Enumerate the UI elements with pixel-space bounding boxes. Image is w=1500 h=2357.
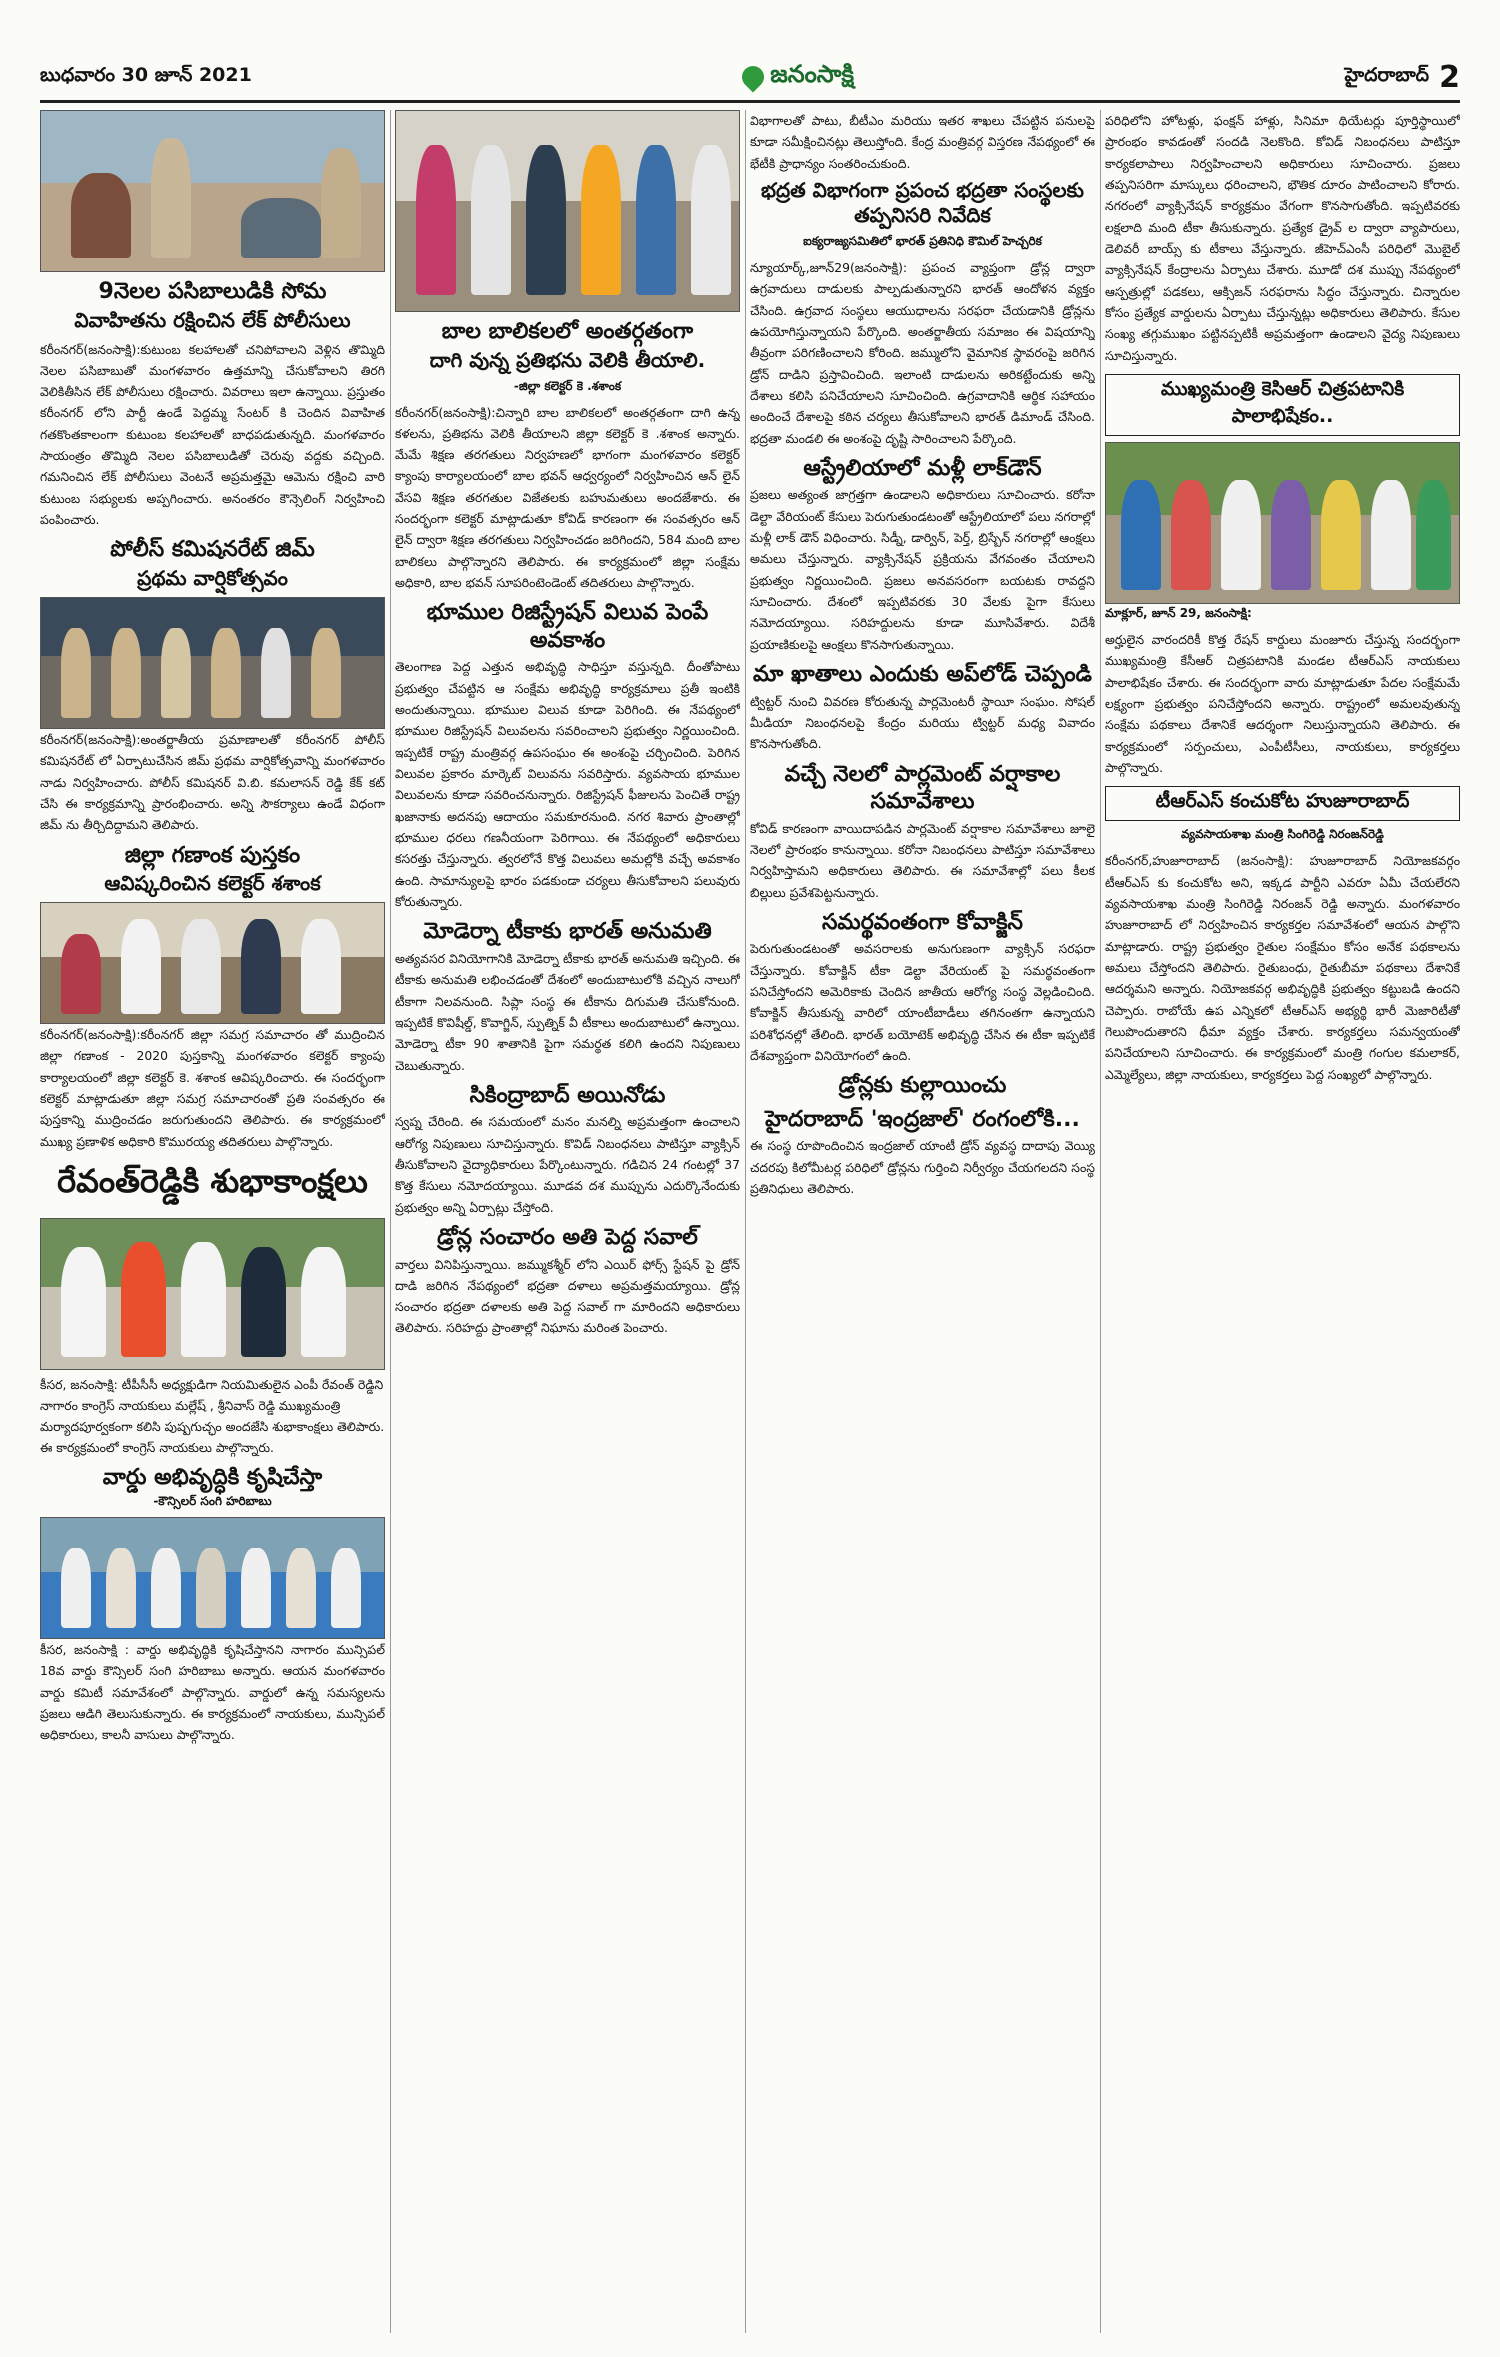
headline: బాల బాలికలలో అంతర్గతంగా	[441, 319, 694, 344]
article-body: అత్యవసర వినియోగానికి మోడెర్నా టీకాకు భారత్ అనుమతి ఇచ్చింది. ఈ టీకాకు అనుమతి లభించడంతో దేశంలో అందుబాటులోకి వచ్చిన నాలుగో టీకాగా నిలవనుంది. సిప్లా సంస్థ ఈ టీకాను దిగుమతి చేసుకోనుంది. ఇప్పటికే కొవిషీల్డ్, కొవాగ్జిన్, స్పుత్నిక్ వీ టీకాలు అందుబాటులో ఉన్నాయి. మోడెర్నా టీకా 90 శాతానికి పైగా సమర్థత కలిగి ఉందని నిపుణులు చెబుతున్నారు.	[395, 950, 740, 1073]
news-photo-greetings	[40, 1218, 385, 1370]
article-body: అర్హులైన వారందరికీ కొత్త రేషన్ కార్డులు మంజూరు చేస్తున్న సందర్భంగా ముఖ్యమంత్రి కేసీఆర్ చిత్రపటానికి మండల టీఆర్ఎస్ నాయకులు పాలాభిషేకం చేశారు. ఈ సందర్భంగా వారు మాట్లాడుతూ పేదల సంక్షేమమే లక్ష్యంగా ప్రభుత్వం పనిచేస్తోందని అన్నారు. రాష్ట్రంలో అమలవుతున్న సంక్షేమ పథకాలు దేశానికే ఆదర్శంగా నిలుస్తున్నాయని తెలిపారు. ఈ కార్యక్రమంలో సర్పంచులు, ఎంపీటీసీలు, నాయకులు, కార్యకర్తలు పాల్గొన్నారు.	[1105, 631, 1460, 775]
issue-date: బుధవారం 30 జూన్ 2021	[40, 63, 252, 86]
article-body: కరీంనగర్(జనంసాక్షి):కరీంనగర్ జిల్లా సమగ్ర సమాచారం తో ముద్రించిన జిల్లా గణాంక - 2020 పుస్తకాన్ని మంగళవారం కలెక్టర్ క్యాంపు కార్యాలయంలో జిల్లా కలెక్టర్ కె. శశాంక ఆవిష్కరించారు. ఈ సందర్భంగా కలెక్టర్ మాట్లాడుతూ జిల్లా సమగ్ర సమాచారంతో ప్రతి సంవత్సరం ఈ పుస్తకాన్ని ముద్రించడం జరుగుతుందని తెలిపారు. ఈ కార్యక్రమంలో ముఖ్య ప్రణాళిక అధికారి కొమురయ్య తదితరులు పాల్గొన్నారు.	[40, 1027, 385, 1149]
page-number: 2	[1439, 59, 1460, 95]
column-rule	[745, 110, 746, 2333]
headline: హైదరాబాద్ 'ఇంద్రజాల్‌' రంగంలోకి...	[765, 1106, 1080, 1132]
headline: ముఖ్యమంత్రి కెసిఆర్ చిత్రపటానికి పాలాభిషేకం..	[1105, 374, 1460, 436]
headline: మోడెర్నా టీకాకు భారత్ అనుమతి	[423, 919, 712, 945]
news-photo-palabhishekam	[1105, 442, 1460, 604]
photo-caption: కీసర, జనంసాక్షి: టీపీసీసీ అధ్యక్షుడిగా నియమితులైన ఎంపీ రేవంత్ రెడ్డిని నాగారం కాంగ్రెస్ నాయకులు మల్లేష్ , శ్రీనివాస్ రెడ్డి ముఖ్యమంత్రి మర్యాదపూర్వకంగా కలిసి పుష్పగుచ్ఛం అందజేసి శుభాకాంక్షలు తెలిపారు. ఈ కార్యక్రమంలో కాంగ్రెస్ నాయకులు పాల్గొన్నారు.	[40, 1377, 385, 1456]
article-body: కీసర, జనంసాక్షి : వార్డు అభివృద్ధికి కృషిచేస్తానని నాగారం మున్సిపల్ 18వ వార్డు కౌన్సిలర్ సంగి హరిబాబు అన్నారు. ఆయన మంగళవారం వార్డు కమిటీ సమావేశంలో పాల్గొన్నారు. వార్డులో ఉన్న సమస్యలను ప్రజలు ఆడిగి తెలుసుకున్నారు. ఈ కార్యక్రమంలో నాయకులు, మున్సిపల్ అధికారులు, కాలనీ వాసులు పాల్గొన్నారు.	[40, 1641, 385, 1743]
logo-text: జనంసాక్షి	[770, 60, 855, 88]
headline: టీఆర్‌ఎస్‌ కంచుకోట హుజూరాబాద్	[1105, 786, 1460, 821]
byline: -జిల్లా కలెక్టర్ కె .శశాంక	[513, 378, 622, 393]
column-4	[1105, 110, 1460, 2337]
headline: సికింద్రాబాద్ అయినోడు	[469, 1082, 666, 1108]
byline: ఐక్యరాజ్యసమితిలో భారత్ ప్రతినిధి కౌమిల్ హెచ్చరిక	[803, 233, 1042, 248]
subheadline: వివాహితను రక్షించిన లేక్ పోలీసులు	[74, 307, 351, 332]
article-body: న్యూయార్క్,జూన్29(జనంసాక్షి): ప్రపంచ వ్యాప్తంగా డ్రోన్ల ద్వారా ఉగ్రవాదులు దాడులకు పాల్పడుతున్నారని భారత్ ఆందోళన వ్యక్తం చేసింది. ఉగ్రవాద సంస్థలు ఆయుధాలను సరఫరా చేయడానికి డ్రోన్లను ఉపయోగిస్తున్నాయని పేర్కొంది. అంతర్జాతీయ సమాజం ఈ విషయాన్ని తీవ్రంగా పరిగణించాలని కోరింది. జమ్ములోని వైమానిక స్థావరంపై జరిగిన డ్రోన్ దాడిని ప్రస్తావించింది. ఇలాంటి దాడులను అరికట్టేందుకు అన్ని దేశాలు కలిసి పనిచేయాలని సూచించింది. ఉగ్రవాదానికి ఆర్థిక సహాయం అందించే దేశాలపై కఠిన చర్యలు తీసుకోవాలని భారత్ డిమాండ్ చేసింది. భద్రతా మండలి ఈ అంశంపై దృష్టి సారించాలని పేర్కొంది.	[750, 259, 1095, 446]
article-body: వార్తలు వినిపిస్తున్నాయి. జమ్ముకశ్మీర్ లోని ఎయిర్ ఫోర్స్ స్టేషన్ పై డ్రోన్ దాడి జరిగిన నేపథ్యంలో భద్రతా దళాలు అప్రమత్తమయ్యాయి. డ్రోన్ల సంచారం భద్రతా దళాలకు అతి పెద్ద సవాల్ గా మారిందని అధికారులు తెలిపారు. సరిహద్దు ప్రాంతాల్లో నిఘాను మరింత పెంచారు.	[395, 1256, 740, 1336]
headline: వార్డు అభివృద్ధికి కృషిచేస్తా	[102, 1465, 323, 1491]
headline: డ్రోన్ల సంచారం అతి పెద్ద సవాల్	[437, 1225, 698, 1250]
article-body: విభాగాలతో పాటు, బీటీఎం మరియు ఇతర శాఖలు చేపట్టిన పనులపై కూడా సమీక్షించినట్లు తెలుస్తోంది. కేంద్ర మంత్రివర్గ విస్తరణ నేపథ్యంలో ఈ భేటీకి ప్రాధాన్యం సంతరించుకుంది.	[750, 113, 1095, 171]
news-photo-gym	[40, 597, 385, 729]
greetings-ad-title: రేవంత్‌రెడ్డికి శుభాకాంక్షలు	[57, 1162, 368, 1201]
headline: ఆస్ట్రేలియాలో మళ్లీ లాక్‌డౌన్	[803, 455, 1042, 481]
column-1	[40, 110, 385, 2337]
edition-city: హైదరాబాద్	[1344, 63, 1430, 86]
leaf-logo-icon	[738, 61, 769, 92]
subheadline: దాగి వున్న ప్రతిభను వెలికి తీయాలి.	[429, 347, 706, 372]
column-rule	[1100, 110, 1101, 2333]
headline: పోలీస్ కమిషనరేట్ జిమ్	[110, 537, 315, 563]
headline: సమర్థవంతంగా కోవాక్జిన్	[821, 909, 1024, 935]
article-body: కరీంనగర్,హుజూరాబాద్ (జనంసాక్షి): హుజూరాబాద్ నియోజకవర్గం టీఆర్ఎస్ కు కంచుకోట అని, ఇక్కడ పార్టీని ఎవరూ ఏమీ చేయలేరని వ్యవసాయశాఖ మంత్రి సింగిరెడ్డి నిరంజన్ రెడ్డి అన్నారు. మంగళవారం హుజూరాబాద్ లో నిర్వహించిన కార్యకర్తల సమావేశంలో ఆయన పాల్గొని మాట్లాడారు. రాష్ట్ర ప్రభుత్వం రైతుల సంక్షేమం కోసం అనేక పథకాలను అమలు చేస్తోందని తెలిపారు. రైతుబంధు, రైతుబీమా పథకాలు దేశానికే ఆదర్శమని అన్నారు. నియోజకవర్గ అభివృద్ధికి ప్రభుత్వం కట్టుబడి ఉందని చెప్పారు. రాబోయే ఉప ఎన్నికలో టీఆర్ఎస్ అభ్యర్థి భారీ మెజారిటీతో గెలుపొందుతారని ధీమా వ్యక్తం చేశారు. కార్యకర్తలు సమన్వయంతో పనిచేయాలని సూచించారు. ఈ కార్యక్రమంలో మంత్రి గంగుల కమలాకర్, ఎమ్మెల్యేలు, జిల్లా నాయకులు, కార్యకర్తలు పెద్ద సంఖ్యలో పాల్గొన్నారు.	[1105, 853, 1460, 1082]
headline: జిల్లా గణాంక పుస్తకం	[124, 842, 301, 868]
article-body: కరీంనగర్(జనంసాక్షి):కుటుంబ కలహాలతో చనిపోవాలని వెళ్లిన తొమ్మిది నెలల పసిబాబుతో మంగళవారం ఉత్తమాన్ని చేసుకోవాలని తిరగి వెలికితీసిన లేక్ పోలీసులు రక్షించారు. వివరాలు ఇలా ఉన్నాయి. ప్రస్తుతం కరీంనగర్ లోని పార్టీ ఉండే పెద్దమ్మ సేంటర్ కి చెందిన వివాహిత గతకొంతకాలంగా కుటుంబ కలహాలతో బాధపడుతున్నది. మంగళవారం సాయంత్రం తొమ్మిది నెలల పసిబాలుడితో చెరువు వద్దకు వచ్చింది. గమనించిన లేక్ పోలీసులు వెంటనే అప్రమత్తమై ఆమెను రక్షించి వారి కుటుంబ సభ్యులకు అప్పగించారు. అనంతరం కౌన్సెలింగ్ నిర్వహించి పంపించారు.	[40, 341, 385, 528]
byline: వ్యవసాయశాఖ మంత్రి సింగిరెడ్డి నిరంజన్‌రెడ్డి	[1181, 827, 1384, 842]
article-body: పెరుగుతుండటంతో అవసరాలకు అనుగుణంగా వ్యాక్సిన్ సరఫరా చేస్తున్నారు. కోవాక్జిన్ టీకా డెల్టా వేరియంట్ పై సమర్థవంతంగా పనిచేస్తోందని అమెరికాకు చెందిన జాతీయ ఆరోగ్య సంస్థ వెల్లడించింది. కోవాక్జిన్ తీసుకున్న వారిలో యాంటీబాడీలు తగినంతగా ఉన్నాయని పరిశోధనల్లో తేలింది. భారత్ బయోటెక్ అభివృద్ధి చేసిన ఈ టీకా ఇప్పటికే దేశవ్యాప్తంగా వినియోగంలో ఉంది.	[750, 941, 1095, 1063]
article-body: ప్రజలు అత్యంత జాగ్రత్తగా ఉండాలని అధికారులు సూచించారు. కరోనా డెల్టా వేరియంట్ కేసులు పెరుగుతుండటంతో ఆస్ట్రేలియాలో పలు నగరాల్లో మళ్లీ లాక్ డౌన్ విధించారు. సిడ్నీ, డార్విన్, పెర్త్, బ్రిస్బేన్ నగరాల్లో ఆంక్షలు అమలు చేస్తున్నారు. వ్యాక్సినేషన్ ప్రక్రియను వేగవంతం చేయాలని ప్రభుత్వం నిర్ణయించింది. ప్రజలు అనవసరంగా బయటకు రావద్దని సూచించారు. దేశంలో ఇప్పటివరకు 30 వేలకు పైగా కేసులు నమోదయ్యాయి. సరిహద్దులను కూడా మూసివేశారు. విదేశీ ప్రయాణికులపై ఆంక్షలు కొనసాగుతున్నాయి.	[750, 487, 1095, 652]
newspaper-logo	[742, 60, 854, 94]
article-body: ట్విట్టర్ నుంచి వివరణ కోరుతున్న పార్లమెంటరీ స్థాయీ సంఘం. సోషల్ మీడియా నిబంధనలపై కేంద్రం మరియు ట్విట్టర్ మధ్య వివాదం కొనసాగుతోంది.	[750, 693, 1095, 752]
article-body: కరీంనగర్(జనంసాక్షి):చిన్నారి బాల బాలికలలో అంతర్గతంగా దాగి ఉన్న కళలను, ప్రతిభను వెలికి తీయాలని జిల్లా కలెక్టర్ కె .శశాంక అన్నారు. మేమే శిక్షణ తరగతులు నిర్వహణలో భాగంగా మంగళవారం కలెక్టర్ క్యాంపు కార్యాలయంలో బాల భవన్ ఆధ్వర్యంలో నిర్వహించిన ఆన్ లైన్ వేసవి శిక్షణ తరగతుల విజేతలకు బహుమతులు అందజేశారు. ఈ సందర్భంగా కలెక్టర్ మాట్లాడుతూ కోవిడ్ కారణంగా ఈ సంవత్సరం ఆన్ లైన్ ద్వారా శిక్షణ తరగతులు నిర్వహించడం జరిగిందని, 584 మంది బాల బాలికలు పాల్గొన్నారని తెలిపారు. ఈ కార్యక్రమంలో జిల్లా సంక్షేమ అధికారి, బాల భవన్ సూపరింటెండెంట్ తదితరులు పాల్గొన్నారు.	[395, 404, 740, 591]
headline: 9నెలల పసిబాలుడికి సోమ	[98, 279, 327, 304]
headline: డ్రోన్లకు కుల్లాయించు	[838, 1073, 1007, 1099]
column-2	[395, 110, 740, 2337]
news-photo-ward-meeting	[40, 1517, 385, 1639]
edition-info	[1344, 60, 1460, 95]
masthead	[40, 54, 1460, 103]
subheadline: ప్రథమ వార్షికోత్సవం	[137, 565, 288, 590]
news-photo-prize-distribution	[395, 110, 740, 312]
news-photo-police-station	[40, 110, 385, 272]
subheadline: ఆవిష్కరించిన కలెక్టర్ శశాంక	[104, 871, 321, 896]
headline: మా ఖాతాలు ఎందుకు అప్‌లోడ్ చెప్పండి	[753, 662, 1092, 688]
headline: భూముల రిజిస్ట్రేషన్ విలువ పెంపే అవకాశం	[426, 600, 709, 653]
byline: -కౌన్సిలర్ సంగి హరిబాబు	[153, 1493, 272, 1508]
article-body: కరీంనగర్(జనంసాక్షి):అంతర్జాతీయ ప్రమాణాలతో కరీంనగర్ పోలీస్ కమిషనరేట్ లో ఏర్పాటుచేసిన జిమ్ ప్రథమ వార్షికోత్సవాన్ని మంగళవారం నాడు నిర్వహించారు. పోలీస్ కమిషనర్ వి.బి. కమలాసన్ రెడ్డి కేక్ కట్ చేసి ఈ కార్యక్రమాన్ని ప్రారంభించారు. అన్ని సౌకర్యాలు ఉండే విధంగా జిమ్ ను తీర్చిదిద్దామని తెలిపారు.	[40, 731, 385, 833]
column-3	[750, 110, 1095, 2337]
column-rule	[390, 110, 391, 2333]
article-body: తెలంగాణ పెద్ద ఎత్తున అభివృద్ధి సాధిస్తూ వస్తున్నది. దీంతోపాటు ప్రభుత్వం చేపట్టిన ఆ సంక్షేమ అభివృద్ధి కార్యక్రమాలు ప్రతీ ఇంటికి అందుతున్నాయి. భూముల విలువ కూడా పెరిగింది. ఈ నేపథ్యంలో భూముల రిజిస్ట్రేషన్ విలువలను సవరించాలని ప్రభుత్వం నిర్ణయించింది. ఇప్పటికే రాష్ట్ర మంత్రివర్గ ఉపసంఘం ఈ అంశంపై చర్చించింది. పెరిగిన విలువల ప్రకారం మార్కెట్ విలువను సవరిస్తారు. వ్యవసాయ భూముల విలువలను కూడా సవరించనున్నారు. రిజిస్ట్రేషన్ ఫీజులను పెంచితే రాష్ట్ర ఖజానాకు అదనపు ఆదాయం సమకూరనుంది. నగర శివారు ప్రాంతాల్లో భూముల ధరలు గణనీయంగా పెరిగాయి. ఈ నేపథ్యంలో అధికారులు కసరత్తు చేస్తున్నారు. త్వరలోనే కొత్త విలువలు అమల్లోకి వచ్చే అవకాశం ఉంది. సామాన్యులపై భారం పడకుండా చర్యలు తీసుకోవాలని పలువురు కోరుతున్నారు.	[395, 659, 740, 910]
article-body: కోవిడ్ కారణంగా వాయిదాపడిన పార్లమెంట్ వర్షాకాల సమావేశాలు జూలై నెలలో ప్రారంభం కానున్నాయి. కరోనా నిబంధనలు పాటిస్తూ సమావేశాలు నిర్వహిస్తామని అధికారులు తెలిపారు. ఈ సమావేశాల్లో పలు కీలక బిల్లులు ప్రవేశపెట్టనున్నారు.	[750, 820, 1095, 900]
news-photo-collector	[40, 902, 385, 1024]
article-body: పరిధిలోని హోటళ్లు, ఫంక్షన్ హాళ్లు, సినిమా థియేటర్లు పూర్తిస్థాయిలో ప్రారంభం కావడంతో సందడి నెలకొంది. కోవిడ్ నిబంధనలు పాటిస్తూ కార్యకలాపాలు నిర్వహించాలని అధికారులు సూచించారు. ప్రజలు తప్పనిసరిగా మాస్కులు ధరించాలని, భౌతిక దూరం పాటించాలని కోరారు. నగరంలో వ్యాక్సినేషన్ కార్యక్రమం వేగంగా కొనసాగుతోంది. ఇప్పటివరకు లక్షలాది మంది టీకా తీసుకున్నారు. ప్రత్యేక డ్రైవ్ ల ద్వారా వ్యాపారులు, డెలివరీ బాయ్స్ కు టీకాలు వేస్తున్నారు. జీహెచ్ఎంసీ పరిధిలో మొబైల్ వ్యాక్సినేషన్ కేంద్రాలను ఏర్పాటు చేశారు. మూడో దశ ముప్పు నేపథ్యంలో ఆస్పత్రుల్లో పడకలు, ఆక్సిజన్ సరఫరాను సిద్ధం చేస్తున్నారు. చిన్నారుల కోసం ప్రత్యేక వార్డులను ఏర్పాటు చేస్తున్నట్లు అధికారులు తెలిపారు. కేసుల సంఖ్య తగ్గుముఖం పట్టినప్పటికీ అప్రమత్తంగా ఉండాలని వైద్య నిపుణులు సూచిస్తున్నారు.	[1105, 113, 1460, 363]
headline: భద్రత విభాగంగా ప్రపంచ భద్రతా సంస్థలకు తప్పనిసరి నివేదిక	[761, 177, 1084, 227]
headline: వచ్చే నెలలో పార్లమెంట్ వర్షాకాల సమావేశాలు	[784, 761, 1061, 815]
dateline: మాక్లూర్, జూన్ 29, జనంసాక్షి:	[1105, 605, 1252, 620]
article-body: ఈ సంస్థ రూపొందించిన ఇంద్రజాల్ యాంటీ డ్రోన్ వ్యవస్థ దాదాపు వెయ్యి చదరపు కిలోమీటర్ల పరిధిలో డ్రోన్లను గుర్తించి నిర్వీర్యం చేయగలదని సంస్థ ప్రతినిధులు తెలిపారు.	[750, 1138, 1095, 1196]
article-body: స్వప్న చేరింది. ఈ సమయంలో మనం మనల్ని అప్రమత్తంగా ఉంచాలని ఆరోగ్య నిపుణులు సూచిస్తున్నారు. కొవిడ్ నిబంధనలు పాటిస్తూ వ్యాక్సిన్ తీసుకోవాలని వైద్యాధికారులు పేర్కొంటున్నారు. గడిచిన 24 గంటల్లో 37 కొత్త కేసులు నమోదయ్యాయి. మూడవ దశ ముప్పును ఎదుర్కొనేందుకు ప్రభుత్వం అన్ని ఏర్పాట్లు చేస్తోంది.	[395, 1114, 740, 1215]
